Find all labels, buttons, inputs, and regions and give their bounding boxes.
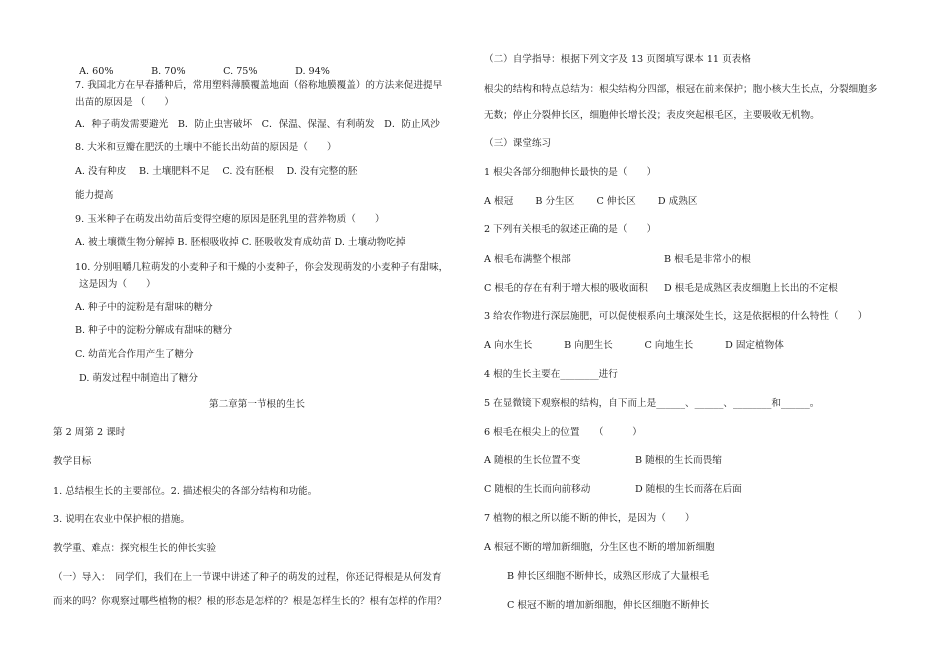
- objectives-heading: 教学目标: [53, 456, 92, 467]
- p4-stem: 4 根的生长主要在________进行: [484, 369, 618, 380]
- objective-3: 3. 说明在农业中保护根的措施。: [53, 514, 190, 525]
- q10-option-c: C. 幼苗光合作用产生了糖分: [75, 349, 194, 360]
- p1-stem: 1 根尖各部分细胞伸长最快的是（ ）: [484, 167, 657, 178]
- q7-stem-line-1: 7. 我国北方在早春播种后，常用塑料薄膜覆盖地面（俗称地膜覆盖）的方法来促进提早: [75, 80, 443, 91]
- p7-stem: 7 植物的根之所以能不断的伸长，是因为（ ）: [484, 513, 695, 524]
- self-study-guide: （二）自学指导：根据下列文字及 13 页图填写课本 11 页表格: [484, 54, 751, 65]
- q10-stem-line-1: 10. 分别咀嚼几粒萌发的小麦种子和干燥的小麦种子，你会发现萌发的小麦种子有甜味，: [75, 262, 449, 273]
- p1-options: A 根冠 B 分生区 C 伸长区 D 成熟区: [484, 196, 698, 207]
- intro-line-2: 而来的吗？你观察过哪些植物的根？根的形态是怎样的？根是怎样生长的？根有怎样的作用？: [53, 596, 447, 607]
- p7-option-b: B 伸长区细胞不断伸长，成熟区形成了大量根毛: [507, 571, 709, 582]
- p2-option-a: A 根毛布满整个根部: [484, 254, 571, 265]
- q10-option-d: D. 萌发过程中制造出了糖分: [79, 373, 198, 384]
- p6-option-d: D 随根的生长而落在后面: [635, 484, 742, 495]
- key-points: 教学重、难点：探究根生长的伸长实验: [53, 543, 217, 554]
- p6-stem: 6 根毛在根尖上的位置 （ ）: [484, 427, 642, 438]
- q6-option-c: C. 75%: [223, 65, 258, 77]
- section-ability: 能力提高: [75, 190, 114, 201]
- p2-option-b: B 根毛是非常小的根: [664, 254, 751, 265]
- p6-option-a: A 随根的生长位置不变: [484, 455, 581, 466]
- chapter-title: 第二章第一节根的生长: [209, 399, 305, 410]
- q9-options: A. 被土壤微生物分解掉 B. 胚根吸收掉 C. 胚吸收发育成幼苗 D. 土壤动物吃掉: [75, 237, 406, 248]
- p2-stem: 2 下列有关根毛的叙述正确的是（ ）: [484, 224, 657, 235]
- q8-stem: 8. 大米和豆瓣在肥沃的土壤中不能长出幼苗的原因是（ ）: [75, 142, 337, 153]
- q8-options: A. 没有种皮 B. 土壤肥料不足 C. 没有胚根 D. 没有完整的胚: [75, 166, 358, 177]
- p6-option-c: C 随根的生长而向前移动: [484, 484, 591, 495]
- q6-option-a: A. 60%: [79, 65, 114, 77]
- q10-stem-line-2: 这是因为（ ）: [79, 279, 156, 290]
- p3-options: A 向水生长 B 向肥生长 C 向地生长 D 固定植物体: [484, 340, 784, 351]
- root-tip-summary-2: 无数；停止分裂伸长区，细胞伸长增长没；表皮突起根毛区，主要吸收无机物。: [484, 110, 820, 121]
- q7-stem-line-2: 出苗的原因是 （ ）: [75, 97, 174, 108]
- q9-stem: 9. 玉米种子在萌发出幼苗后变得空瘪的原因是胚乳里的营养物质（ ）: [75, 214, 385, 225]
- p7-option-a: A 根冠不断的增加新细胞，分生区也不断的增加新细胞: [484, 542, 715, 553]
- q10-option-a: A. 种子中的淀粉是有甜味的糖分: [75, 302, 213, 313]
- q10-option-b: B. 种子中的淀粉分解成有甜味的糖分: [75, 325, 233, 336]
- q6-option-d: D. 94%: [295, 65, 330, 77]
- q6-option-b: B. 70%: [151, 65, 186, 77]
- root-tip-summary-1: 根尖的结构和特点总结为：根尖结构分四部，根冠在前来保护；胞小核大生长点，分裂细胞多: [484, 84, 878, 95]
- p2-option-c: C 根毛的存在有利于增大根的吸收面积: [484, 283, 648, 294]
- p7-option-c: C 根冠不断的增加新细胞，伸长区细胞不断伸长: [507, 600, 710, 611]
- p3-stem: 3 给农作物进行深层施肥，可以促使根系向土壤深处生长，这是依据根的什么特性（ ）: [484, 311, 868, 322]
- intro-line-1: （一）导入： 同学们，我们在上一节课中讲述了种子的萌发的过程，你还记得根是从何发育: [53, 572, 442, 583]
- q7-options: A．种子萌发需要避光 B．防止虫害破坏 C．保温、保湿、有利萌发 D．防止风沙: [75, 119, 440, 130]
- p2-option-d: D 根毛是成熟区表皮细胞上长出的不定根: [664, 283, 838, 294]
- p5-stem: 5 在显微镜下观察根的结构，自下而上是______、______、________和______。: [484, 398, 820, 409]
- q6-options: [73, 54, 330, 78]
- week-lesson: 第 2 周第 2 课时: [53, 427, 126, 438]
- practice-heading: （三）课堂练习: [484, 138, 552, 149]
- p6-option-b: B 随根的生长而畏缩: [635, 455, 722, 466]
- objective-1-2: 1. 总结根生长的主要部位。2. 描述根尖的各部分结构和功能。: [53, 486, 318, 497]
